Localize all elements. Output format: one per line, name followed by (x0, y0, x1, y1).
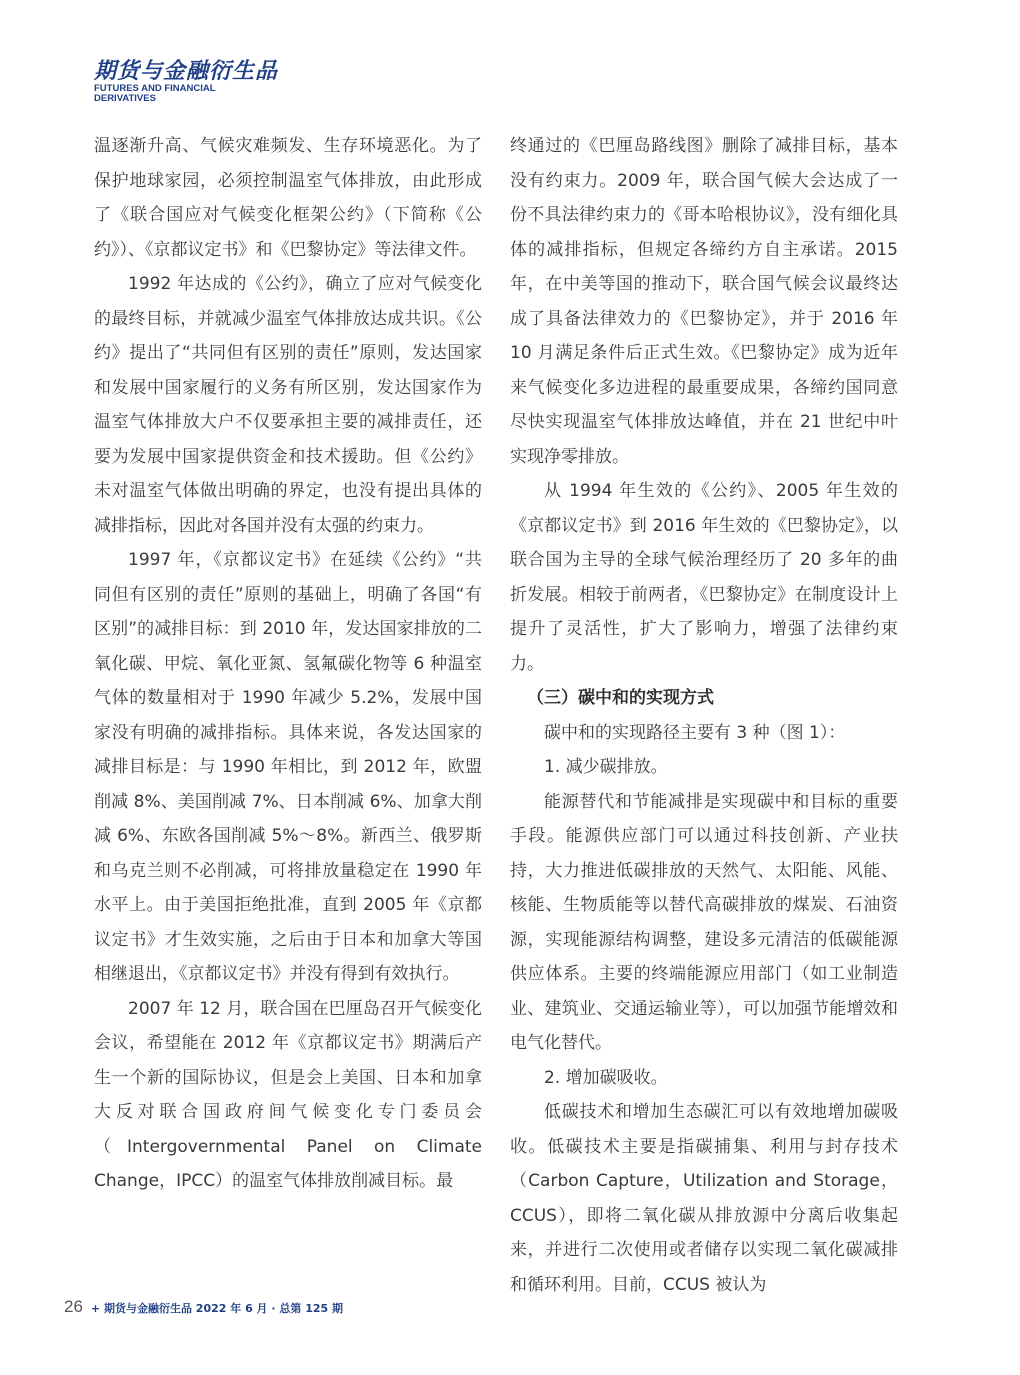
section-heading: （三）碳中和的实现方式 (527, 688, 714, 708)
journal-title-en: FUTURES AND FINANCIAL DERIVATIVES (94, 83, 216, 104)
right-paragraph-4: 1. 减少碳排放。 (544, 757, 668, 777)
right-paragraph-5: 能源替代和节能减排是实现碳中和目标的重要手段。能源供应部门可以通过科技创新、产业扶持，大力推进低碳排放的天然气、太阳能、风能、核能、生物质能等以替代高碳排放的煤炭、石油资源，实现能源结构调整，建设多元清洁的低碳能源供应体系。主要的终端能源应用部门（如工业制造业、建筑业、交通运输业等），可以加强节能增效和电气化替代。 (510, 791, 898, 1053)
right-paragraph-2: 从 1994 年生效的《公约》、2005 年生效的《京都议定书》到 2016 年生效的《巴黎协定》，以联合国为主导的全球气候治理经历了 20 多年的曲折发展。相较于前两者，《巴黎协定》在制度设计上提升了灵活性，扩大了影响力，增强了法律约束力。 (510, 481, 898, 674)
issue-info: + 期货与金融衍生品 2022 年 6 月 · 总第 125 期 (90, 1302, 344, 1315)
right-paragraph-6: 2. 增加碳吸收。 (544, 1067, 668, 1088)
left-column (94, 129, 482, 1199)
journal-masthead (94, 58, 314, 104)
left-paragraph-2: 1992 年达成的《公约》，确立了应对气候变化的最终目标，并就减少温室气体排放达成共识。《公约》提出了“共同但有区别的责任”原则，发达国家和发展中国家履行的义务有所区别，发达国家作为温室气体排放大户不仅要承担主要的减排责任，还要为发展中国家提供资金和技术援助。但《公约》未对温室气体做出明确的界定，也没有提出具体的减排指标，因此对各国并没有太强的约束力。 (94, 274, 482, 536)
right-column (510, 129, 898, 1302)
page-number: 26 (64, 1297, 83, 1316)
left-paragraph-4: 2007 年 12 月，联合国在巴厘岛召开气候变化会议，希望能在 2012 年《京都议定书》期满后产生一个新的国际协议，但是会上美国、日本和加拿大反对联合国政府间气候变化专门委员会（Intergovernmental Panel on Climate Change，IPCC）的温室气体排放削减目标。最 (94, 998, 482, 1191)
page-footer (64, 1297, 343, 1323)
journal-title-cn: 期货与金融衍生品 (94, 58, 279, 84)
left-paragraph-1: 温逐渐升高、气候灾难频发、生存环境恶化。为了保护地球家园，必须控制温室气体排放，由此形成了《联合国应对气候变化框架公约》（下简称《公约》）、《京都议定书》和《巴黎协定》等法律文件。 (94, 136, 482, 260)
right-paragraph-3: 碳中和的实现路径主要有 3 种（图 1）： (544, 722, 846, 743)
right-paragraph-1: 终通过的《巴厘岛路线图》删除了减排目标，基本没有约束力。2009 年，联合国气候大会达成了一份不具法律约束力的《哥本哈根协议》，没有细化具体的减排指标，但规定各缔约方自主承诺。2015 年，在中美等国的推动下，联合国气候会议最终达成了具备法律效力的《巴黎协定》，并于 2016 年 10 月满足条件后正式生效。《巴黎协定》成为近年来气候变化多边进程的最重要成果，各缔约国同意尽快实现温室气体排放达峰值，并在 21 世纪中叶实现净零排放。 (510, 136, 898, 467)
left-paragraph-3: 1997 年，《京都议定书》在延续《公约》“共同但有区别的责任”原则的基础上，明确了各国“有区别”的减排目标：到 2010 年，发达国家排放的二氧化碳、甲烷、氧化亚氮、氢氟碳化物等 6 种温室气体的数量相对于 1990 年减少 5.2%，发展中国家没有明确的减排指标。具体来说，各发达国家的减排目标是：与 1990 年相比，到 2012 年，欧盟削减 8%、美国削减 7%、日本削减 6%、加拿大削减 6%、东欧各国削减 5%～8%。新西兰、俄罗斯和乌克兰则不必削减，可将排放量稳定在 1990 年水平上。由于美国拒绝批准，直到 2005 年《京都议定书》才生效实施，之后由于日本和加拿大等国相继退出，《京都议定书》并没有得到有效执行。 (94, 550, 482, 984)
right-paragraph-7: 低碳技术和增加生态碳汇可以有效地增加碳吸收。低碳技术主要是指碳捕集、利用与封存技术（Carbon Capture，Utilization and Storage，CCUS），即将二氧化碳从排放源中分离后收集起来，并进行二次使用或者储存以实现二氧化碳减排和循环利用。目前，CCUS 被认为 (510, 1102, 898, 1295)
